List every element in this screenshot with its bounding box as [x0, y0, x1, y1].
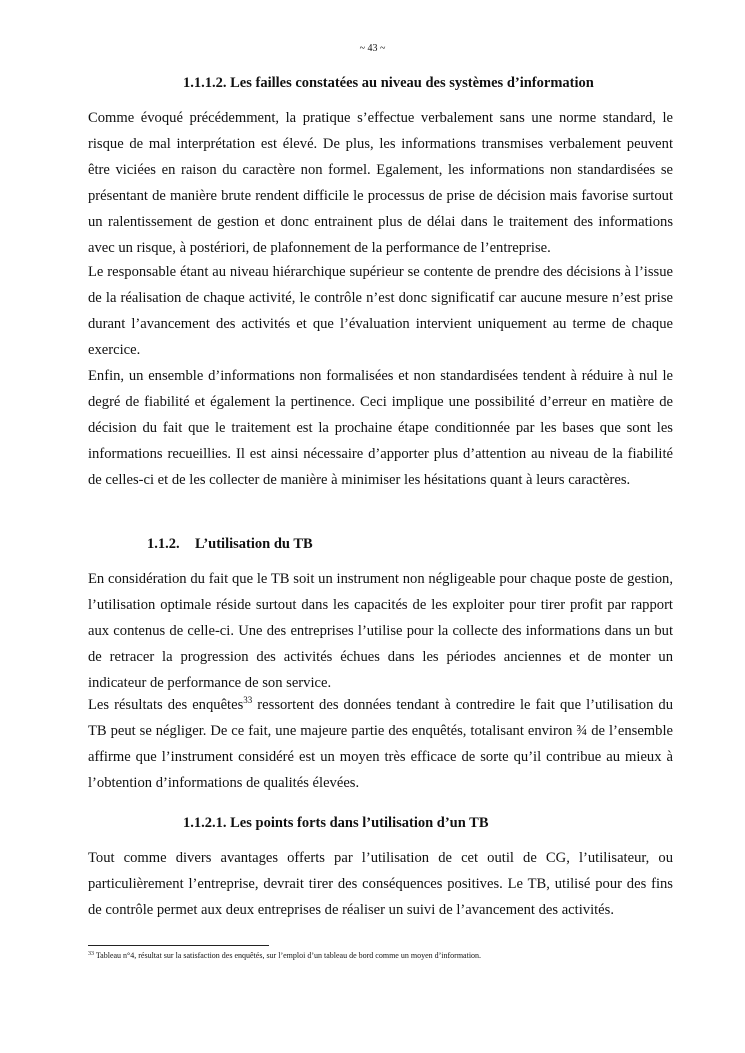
footnote-number: 33: [88, 951, 94, 957]
paragraph-text: ressortent des données tendant à contredire le fait que l’utilisation du TB peut se négliger. De ce fait, une majeure partie des enquêtés, totalisant environ ¾ de l’ensemble affirme que l’instrument considéré est un moyen très efficace de sorte qu’il contribue au mieux à l’obtention d’informations de qualités élevées.: [88, 697, 673, 791]
footnote-text: Tableau n°4, résultat sur la satisfaction des enquêtés, sur l’emploi d’un tableau de bord comme un moyen d’information.: [94, 951, 482, 960]
section-heading-points-forts: 1.1.2.1. Les points forts dans l’utilisation d’un TB: [183, 815, 489, 831]
paragraph: Le responsable étant au niveau hiérarchique supérieur se contente de prendre des décisions à l’issue de la réalisation de chaque activité, le contrôle n’est donc significatif car aucune mesure n’est prise durant l’avancement des activités et que l’évaluation intervient uniquement au terme de chaque exercice.: [88, 264, 673, 358]
section-heading-utilisation-tb: [147, 536, 313, 553]
page-number: ~ 43 ~: [359, 43, 386, 54]
footnote-reference[interactable]: 33: [243, 695, 253, 705]
section-number: 1.1.2.: [147, 536, 180, 552]
footnote: [88, 951, 673, 960]
paragraph-with-footnote-ref: [88, 692, 673, 796]
paragraph: Enfin, un ensemble d’informations non formalisées et non standardisées tendent à réduire à nul le degré de fiabilité et également la pertinence. Ceci implique une possibilité d’erreur en matière de décision du fait que le traitement est la prochaine étape conditionnée par les bases que sont les informations recueillies. Il est ainsi nécessaire d’apporter plus d’attention au niveau de la fiabilité de celles-ci et de les collecter de manière à minimiser les hésitations quant à leurs caractères.: [88, 368, 673, 488]
paragraph: En considération du fait que le TB soit un instrument non négligeable pour chaque poste de gestion, l’utilisation optimale réside surtout dans les capacités de les exploiter pour tirer profit par rapport aux contenus de celle-ci. Une des entreprises l’utilise pour la collecte des informations dans un but de retracer la progression des activités échues dans les périodes anciennes et de monter un indicateur de performance de son service.: [88, 571, 673, 691]
footnote-separator: [88, 945, 269, 946]
paragraph: Tout comme divers avantages offerts par l’utilisation de cet outil de CG, l’utilisateur, ou particulièrement l’entreprise, devrait tirer des conséquences positives. Le TB, utilisé pour des fins de contrôle permet aux deux entreprises de réaliser un suivi de l’avancement des activités.: [88, 850, 673, 918]
section-title: L’utilisation du TB: [195, 536, 313, 552]
paragraph: Comme évoqué précédemment, la pratique s’effectue verbalement sans une norme standard, le risque de mal interprétation est élevé. De plus, les informations transmises verbalement peuvent être viciées en raison du caractère non formel. Egalement, les informations non standardisées se présentant de manière brute rendent difficile le processus de prise de décision mais favorise surtout un ralentissement de gestion et donc entrainent plus de délai dans le traitement des informations avec un risque, à postériori, de plafonnement de la performance de l’entreprise.: [88, 110, 673, 256]
section-heading-failles: 1.1.1.2. Les failles constatées au niveau des systèmes d’information: [183, 75, 594, 91]
paragraph-text: Les résultats des enquêtes: [88, 697, 244, 713]
